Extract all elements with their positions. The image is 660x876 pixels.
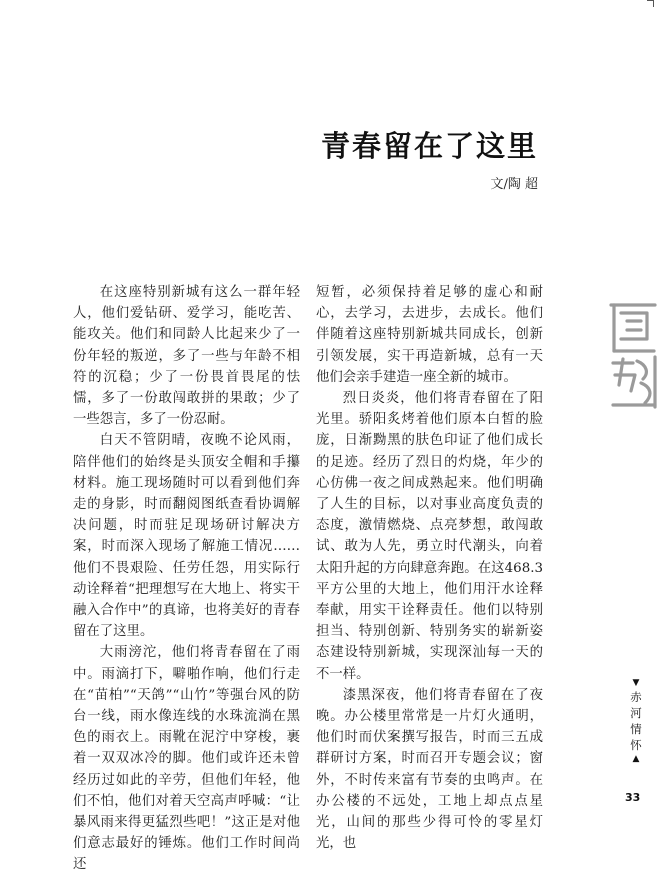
triangle-up-icon: ▲	[632, 754, 640, 764]
section-side-label	[628, 677, 644, 765]
side-label-char: 赤	[630, 690, 642, 704]
paragraph: 漆黑深夜，他们将青春留在了夜晚。办公楼里常常是一片灯火通明，他们时而伏案撰写报告，时而三五成群研讨方案，时而召开专题会议；窗外，不时传来富有节奏的虫鸣声。在办公楼的不远处，工地上却点点星光，山间的那些少得可怜的零星灯光，也	[316, 687, 543, 852]
left-column	[73, 282, 300, 876]
right-column	[316, 282, 543, 854]
triangle-down-icon: ▼	[632, 678, 640, 688]
paragraph: 大雨滂沱，他们将青春留在了雨中。雨滴打下，噼啪作响，他们行走在“苗柏”“天鸽”“山竹”等强台风的防台一线，雨水像连线的水珠流淌在黑色的雨衣上。雨靴在泥泞中穿梭，裹着一双双冰冷的脚。他们或许还未曾经历过如此的辛劳，但他们年轻，他们不怕，他们对着天空高声呼喊：“让暴风雨来得更猛烈些吧！”这正是对他们意志最好的锤炼。他们工作时间尚还	[73, 645, 300, 873]
article-title: 青春留在了这里	[320, 129, 538, 163]
side-label-char: 情	[630, 722, 642, 736]
paragraph: 烈日炎炎，他们将青春留在了阳光里。骄阳炙烤着他们原本白皙的脸庞，日渐黝黑的肤色印证了他们成长的足迹。经历了烈日的灼烧，年少的心仿佛一夜之间成熟起来。他们明确了人生的目标，以对事业高度负责的态度，激情燃烧、点亮梦想，敢闯敢试、敢为人先，勇立时代潮头，向着太阳升起的方向肆意奔跑。在这468.3平方公里的大地上，他们用汗水诠释奉献，用实干诠释责任。他们以特别担当、特别创新、特别务实的崭新姿态建设特别新城，实现深汕每一天的不一样。	[316, 391, 543, 682]
paragraph: 在这座特别新城有这么一群年轻人，他们爱钻研、爱学习，能吃苦、能攻关。他们和同龄人比起来少了一份年轻的叛逆，多了一些与年龄不相符的沉稳；少了一份畏首畏尾的怯懦，多了一份敢闯敢拼的果敢；少了一些怨言，多了一份忍耐。	[73, 285, 300, 428]
side-label-char: 河	[630, 706, 642, 720]
paragraph: 白天不管阴晴，夜晚不论风雨，陪伴他们的始终是头顶安全帽和手攥材料。施工现场随时可以看到他们奔走的身影，时而翻阅图纸查看协调解决问题，时而驻足现场研讨解决方案，时而深入现场了解施工情况……他们不畏艰险、任劳任怨，用实际行动诠释着“把理想写在大地上、将实干融入合作中”的真谛，也将美好的青春留在了这里。	[73, 433, 300, 640]
corner-crop-mark	[647, 0, 654, 7]
paragraph: 短暂，必须保持着足够的虚心和耐心，去学习，去进步，去成长。他们伴随着这座特别新城共同成长，创新引领发展，实干再造新城，总有一天他们会亲手建造一座全新的城市。	[316, 285, 543, 385]
page-number: 33	[625, 791, 641, 804]
article-author: 文/陶 超	[490, 177, 538, 192]
side-label-char: 怀	[630, 738, 642, 752]
decorative-seal-stamp	[607, 299, 660, 411]
